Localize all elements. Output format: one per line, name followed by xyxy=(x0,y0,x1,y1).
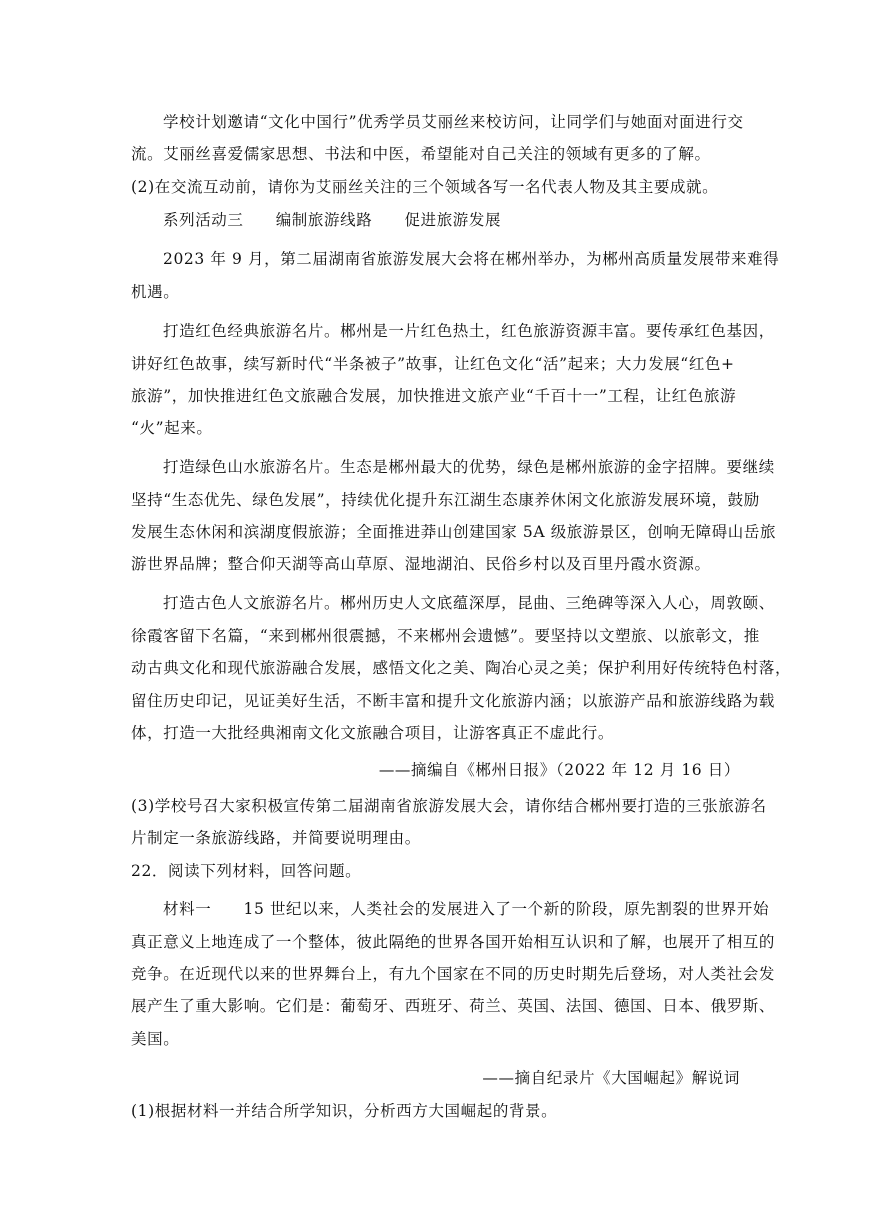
paragraph-line: 坚持“生态优先、绿色发展”，持续优化提升东江湖生态康养休闲文化旅游发展环境，鼓励 xyxy=(131,491,760,509)
paragraph-line: “火”起来。 xyxy=(131,419,213,437)
material-line: 美国。 xyxy=(131,1030,180,1048)
paragraph-line: 2023 年 9 月，第二届湖南省旅游发展大会将在郴州举办，为郴州高质量发展带来难得 xyxy=(163,250,780,268)
paragraph-line: 流。艾丽丝喜爱儒家思想、书法和中医，希望能对自己关注的领域有更多的了解。 xyxy=(131,145,711,163)
question-line: (3)学校号召大家积极宣传第二届湖南省旅游发展大会，请你结合郴州要打造的三张旅游名 xyxy=(131,797,767,815)
source-citation: ——摘编自《郴州日报》（2022 年 12 月 16 日） xyxy=(378,761,740,779)
source-citation: ——摘自纪录片《大国崛起》解说词 xyxy=(482,1069,740,1087)
paragraph-line: 动古典文化和现代旅游融合发展，感悟文化之美、陶冶心灵之美；保护利用好传统特色村落， xyxy=(131,659,792,677)
question-heading: 22．阅读下列材料，回答问题。 xyxy=(131,862,362,880)
section-heading: 系列活动三 编制旅游线路 促进旅游发展 xyxy=(163,211,502,229)
paragraph-line: 讲好红色故事，续写新时代“半条被子”故事，让红色文化“活”起来；大力发展“红色+ xyxy=(131,355,735,373)
paragraph-line: 游世界品牌；整合仰天湖等高山草原、湿地湖泊、民俗乡村以及百里丹霞水资源。 xyxy=(131,555,711,573)
question-line: 片制定一条旅游线路，并简要说明理由。 xyxy=(131,829,421,847)
paragraph-line: 体，打造一大批经典湘南文化文旅融合项目，让游客真正不虚此行。 xyxy=(131,724,615,742)
question-line: (1)根据材料一并结合所学知识，分析西方大国崛起的背景。 xyxy=(131,1102,558,1120)
paragraph-line: 打造绿色山水旅游名片。生态是郴州最大的优势，绿色是郴州旅游的金字招牌。要继续 xyxy=(163,458,775,476)
material-line: 竞争。在近现代以来的世界舞台上，有九个国家在不同的历史时期先后登场，对人类社会发 xyxy=(131,965,776,983)
paragraph-line: 发展生态休闲和滨湖度假旅游；全面推进莽山创建国家 5A 级旅游景区，创响无障碍山岳旅 xyxy=(131,523,777,541)
material-line: 真正意义上地连成了一个整体，彼此隔绝的世界各国开始相互认识和了解，也展开了相互的 xyxy=(131,933,776,951)
paragraph-line: 打造古色人文旅游名片。郴州历史人文底蕴深厚，昆曲、三绝碑等深入人心，周敦颐、 xyxy=(163,594,775,612)
paragraph-line: 打造红色经典旅游名片。郴州是一片红色热土，红色旅游资源丰富。要传承红色基因， xyxy=(163,322,775,340)
paragraph-line: 旅游”，加快推进红色文旅融合发展，加快推进文旅产业“千百十一”工程，让红色旅游 xyxy=(131,387,737,405)
paragraph-line: 机遇。 xyxy=(131,283,180,301)
paragraph-line: 学校计划邀请“文化中国行”优秀学员艾丽丝来校访问，让同学们与她面对面进行交 xyxy=(163,113,744,131)
material-line: 材料一 15 世纪以来，人类社会的发展进入了一个新的阶段，原先割裂的世界开始 xyxy=(163,900,770,918)
paragraph-line: 留住历史印记，见证美好生活，不断丰富和提升文化旅游内涵；以旅游产品和旅游线路为载 xyxy=(131,692,776,710)
question-line: (2)在交流互动前，请你为艾丽丝关注的三个领域各写一名代表人物及其主要成就。 xyxy=(131,178,719,196)
material-line: 展产生了重大影响。它们是：葡萄牙、西班牙、荷兰、英国、法国、德国、日本、俄罗斯、 xyxy=(131,997,776,1015)
paragraph-line: 徐霞客留下名篇，“来到郴州很震撼，不来郴州会遗憾”。要坚持以文塑旅、以旅彰文，推 xyxy=(131,627,760,645)
